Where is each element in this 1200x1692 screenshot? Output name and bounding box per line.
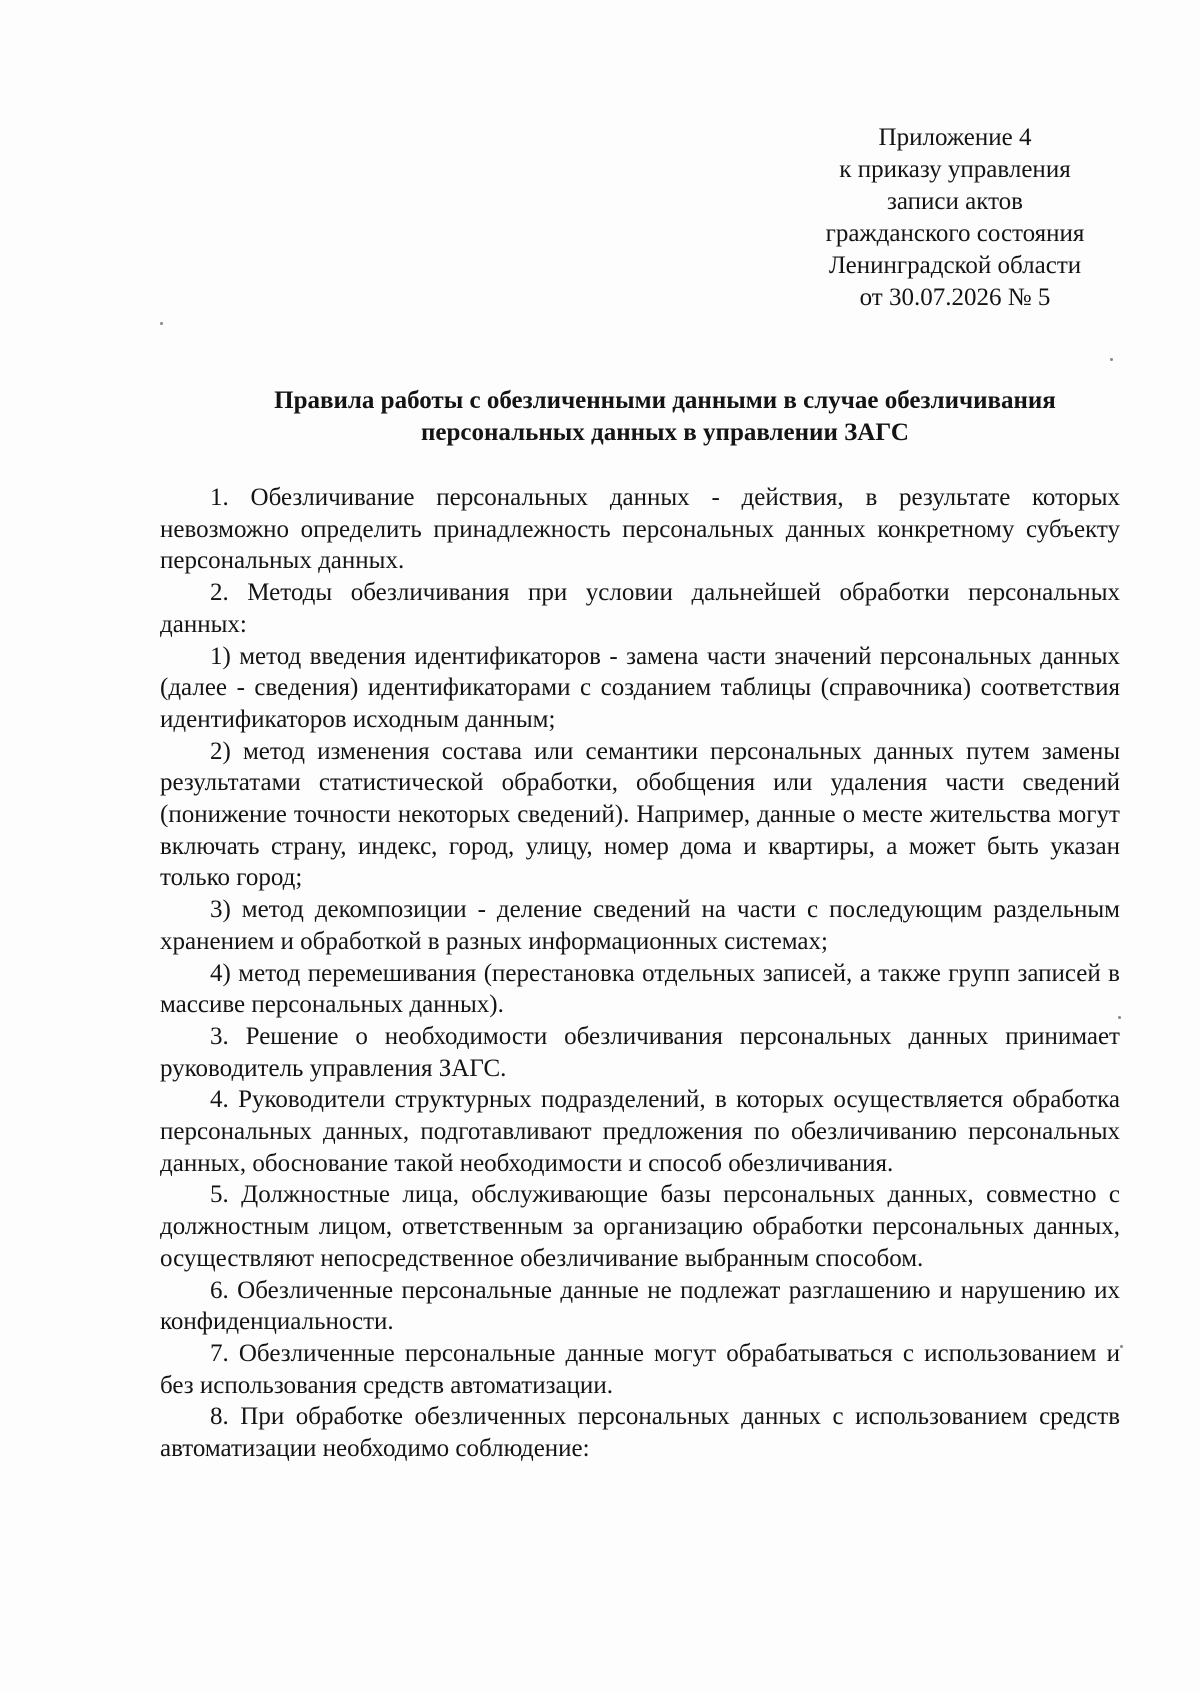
annex-line: Приложение 4 xyxy=(878,124,1032,151)
paragraph: 8. При обработке обезличенных персональных данных с использованием средств автоматизации необходимо соблюдение: xyxy=(160,1403,1120,1463)
annex-line: записи актов xyxy=(887,188,1023,215)
annex-line: к приказу управления xyxy=(839,156,1071,183)
paragraph: 1) метод введения идентификаторов - замена части значений персональных данных (далее - сведения) идентификаторами с созданием таблицы (справочника) соответствия идентификаторов исходным данным; xyxy=(160,642,1120,733)
scan-speck xyxy=(1118,1016,1121,1019)
paragraph: 7. Обезличенные персональные данные могут обрабатываться с использованием и без использования средств автоматизации. xyxy=(160,1339,1120,1399)
title-line: Правила работы с обезличенными данными в случае обезличивания xyxy=(274,387,1056,414)
document-body xyxy=(160,482,1120,1465)
annex-line: Ленинградской области xyxy=(828,252,1082,279)
scan-speck xyxy=(1110,358,1113,361)
scan-speck xyxy=(1120,1345,1123,1348)
annex-line: от 30.07.2026 № 5 xyxy=(859,284,1051,311)
annex-line: гражданского состояния xyxy=(825,220,1085,247)
paragraph: 3. Решение о необходимости обезличивания персональных данных принимает руководитель управления ЗАГС. xyxy=(160,1022,1120,1082)
title-line: персональных данных в управлении ЗАГС xyxy=(421,419,909,446)
document-title xyxy=(195,385,1135,449)
paragraph: 6. Обезличенные персональные данные не подлежат разглашению и нарушению их конфиденциальности. xyxy=(160,1276,1120,1336)
paragraph: 2. Методы обезличивания при условии дальнейшей обработки персональных данных: xyxy=(160,579,1120,638)
paragraph: 3) метод декомпозиции - деление сведений на части с последующим раздельным хранением и обработкой в разных информационных системах; xyxy=(160,896,1120,955)
paragraph: 2) метод изменения состава или семантики персональных данных путем замены результатами статистической обработки, обобщения или удаления части сведений (понижение точности некоторых сведений). Например, данные о месте жительства могут включать страну, индекс, город, улицу, номер дома и квартиры, а может быть указан только город; xyxy=(160,737,1120,892)
paragraph: 4) метод перемешивания (перестановка отдельных записей, а также групп записей в массиве персональных данных). xyxy=(160,959,1120,1019)
annex-block xyxy=(790,122,1120,314)
scan-speck xyxy=(160,322,163,325)
paragraph: 1. Обезличивание персональных данных - действия, в результате которых невозможно определить принадлежность персональных данных конкретному субъекту персональных данных. xyxy=(160,484,1120,575)
paragraph: 4. Руководители структурных подразделений, в которых осуществляется обработка персональных данных, подготавливают предложения по обезличиванию персональных данных, обоснование такой необходимости и способ обезличивания. xyxy=(160,1086,1120,1177)
paragraph: 5. Должностные лица, обслуживающие базы персональных данных, совместно с должностным лицом, ответственным за организацию обработки персональных данных, осуществляют непосредственное обезличивание выбранным способом. xyxy=(160,1181,1120,1272)
